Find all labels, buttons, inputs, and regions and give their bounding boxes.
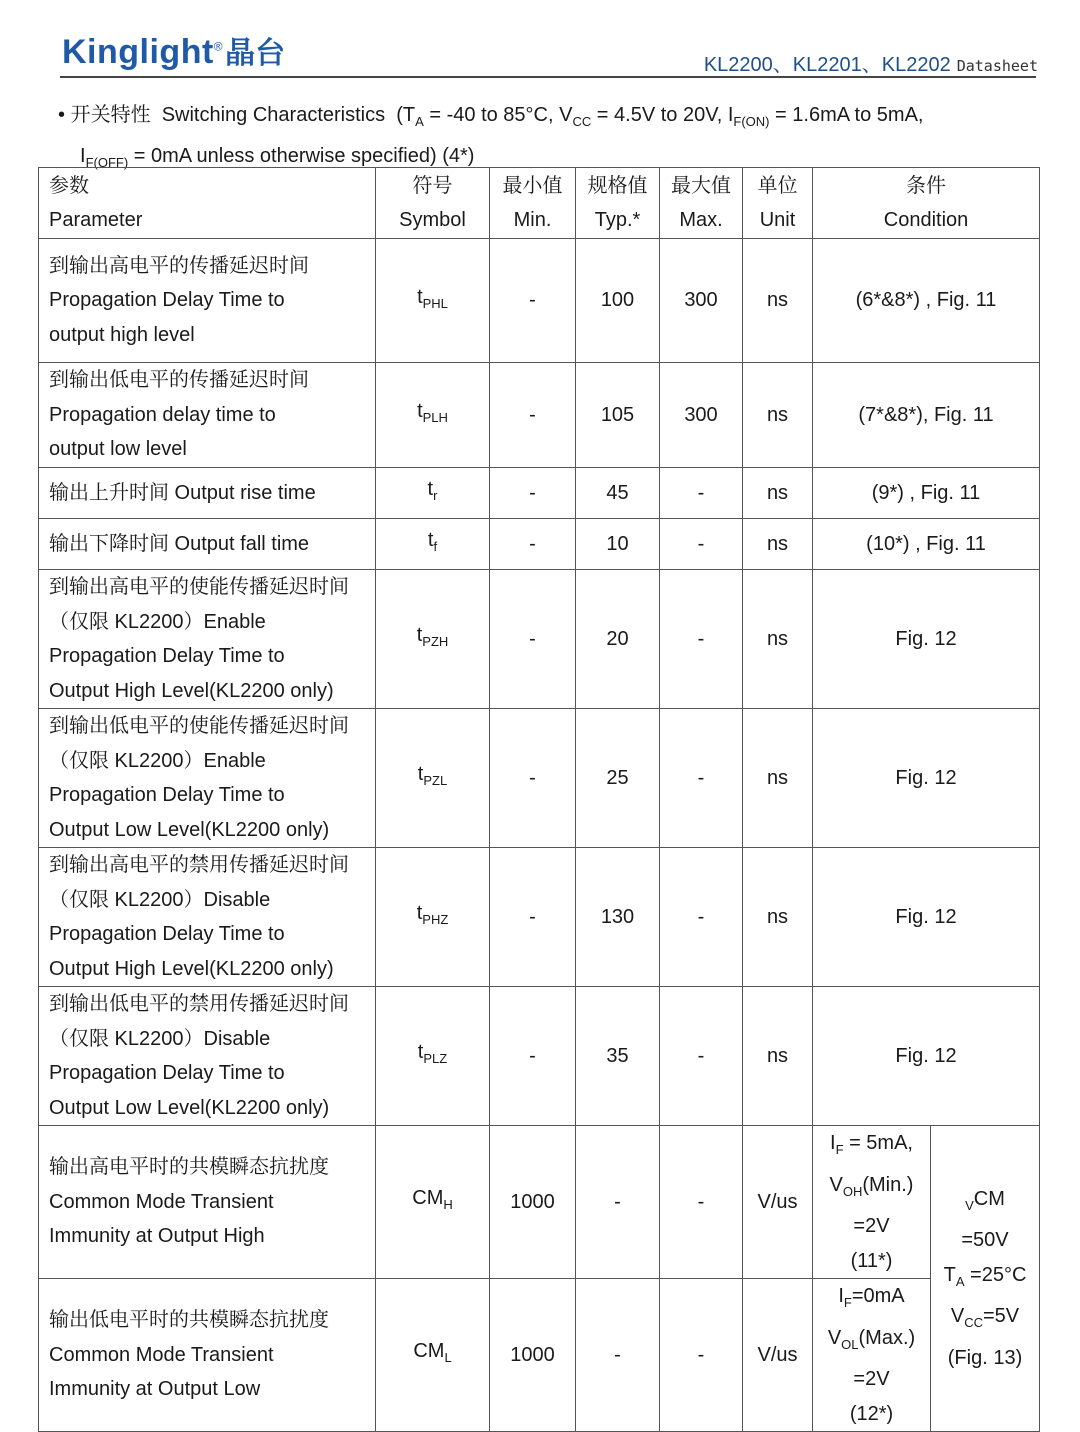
typ-cell: 25	[576, 709, 660, 848]
parameter-cell: 到输出低电平的禁用传播延迟时间 （仅限 KL2200）Disable Propagation Delay Time to Output Low Level(KL2200 only)	[39, 987, 376, 1126]
min-cell: 1000	[490, 1279, 576, 1432]
min-cell: 1000	[490, 1126, 576, 1279]
symbol-cell: $t_{PLH}$	[376, 363, 490, 468]
symbol-cell: $t_r$	[376, 468, 490, 519]
symbol-cell: $t_{PHZ}$	[376, 848, 490, 987]
parameter-cell: 输出下降时间 Output fall time	[39, 519, 376, 570]
min-cell: -	[490, 468, 576, 519]
condition-cell: Fig. 12	[813, 570, 1040, 709]
typ-cell: -	[576, 1126, 660, 1279]
condition-cell: $I_F = 5mA$, $V_{OH}(Min.)$ =2V (11*)	[813, 1126, 931, 1279]
brand-logo: Kinglight®晶台	[62, 33, 286, 71]
parameter-cell: 到输出高电平的禁用传播延迟时间 （仅限 KL2200）Disable Propagation Delay Time to Output High Level(KL2200 only)	[39, 848, 376, 987]
unit-cell: V/us	[743, 1126, 813, 1279]
table-row	[39, 1126, 1040, 1279]
min-cell: -	[490, 239, 576, 363]
min-cell: -	[490, 363, 576, 468]
symbol-cell: $CM_H$	[376, 1126, 490, 1279]
max-cell: -	[660, 1126, 743, 1279]
max-cell: -	[660, 987, 743, 1126]
max-cell: 300	[660, 239, 743, 363]
condition-cell: (7*&8*), Fig. 11	[813, 363, 1040, 468]
header-parameter: 参数 Parameter	[39, 168, 376, 239]
switching-characteristics-table	[38, 167, 1040, 1432]
typ-cell: -	[576, 1279, 660, 1432]
symbol-cell: $t_{PHL}$	[376, 239, 490, 363]
unit-cell: V/us	[743, 1279, 813, 1432]
unit-cell: ns	[743, 363, 813, 468]
unit-cell: ns	[743, 468, 813, 519]
header-unit: 单位 Unit	[743, 168, 813, 239]
max-cell: -	[660, 519, 743, 570]
typ-cell: 35	[576, 987, 660, 1126]
condition-cell: Fig. 12	[813, 987, 1040, 1126]
table-row	[39, 363, 1040, 468]
shared-condition-cell: $_V$CM =50V $T_A =25^\circ C$ $V_{CC}=5V$ (Fig. 13)	[931, 1126, 1040, 1432]
header-divider	[60, 76, 1036, 78]
header-max: 最大值 Max.	[660, 168, 743, 239]
max-cell: -	[660, 468, 743, 519]
header-typ: 规格值 Typ.*	[576, 168, 660, 239]
condition-cell: Fig. 12	[813, 709, 1040, 848]
parameter-cell: 输出低电平时的共模瞬态抗扰度 Common Mode Transient Immunity at Output Low	[39, 1279, 376, 1432]
header-condition: 条件 Condition	[813, 168, 1040, 239]
table-row	[39, 468, 1040, 519]
min-cell: -	[490, 570, 576, 709]
page-header	[62, 28, 1038, 76]
header-min: 最小值 Min.	[490, 168, 576, 239]
condition-cell: (9*) , Fig. 11	[813, 468, 1040, 519]
condition-cell: (6*&8*) , Fig. 11	[813, 239, 1040, 363]
max-cell: -	[660, 1279, 743, 1432]
header-symbol: 符号 Symbol	[376, 168, 490, 239]
condition-cell: $I_F=0mA$ $V_{OL}(Max.)$ =2V (12*)	[813, 1279, 931, 1432]
table-row	[39, 1279, 1040, 1432]
table-row	[39, 709, 1040, 848]
max-cell: 300	[660, 363, 743, 468]
parameter-cell: 到输出低电平的使能传播延迟时间 （仅限 KL2200）Enable Propagation Delay Time to Output Low Level(KL2200 only)	[39, 709, 376, 848]
symbol-cell: $t_{PZL}$	[376, 709, 490, 848]
parameter-cell: 到输出低电平的传播延迟时间 Propagation delay time to output low level	[39, 363, 376, 468]
table-row	[39, 519, 1040, 570]
min-cell: -	[490, 519, 576, 570]
symbol-cell: $CM_L$	[376, 1279, 490, 1432]
table-header-row	[39, 168, 1040, 239]
table-row	[39, 987, 1040, 1126]
symbol-cell: $t_f$	[376, 519, 490, 570]
typ-cell: 45	[576, 468, 660, 519]
typ-cell: 130	[576, 848, 660, 987]
typ-cell: 105	[576, 363, 660, 468]
max-cell: -	[660, 570, 743, 709]
document-id: KL2200、KL2201、KL2202 Datasheet	[703, 54, 1038, 76]
typ-cell: 20	[576, 570, 660, 709]
section-intro: • 开关特性 Switching Characteristics ($T_A = -40$ to 85°C, $V_{CC} = 4.5V$ to 20V, $I_{F(ON)} = 1.6mA$ to 5mA, $I_{F(OFF)} = 0mA$ unless otherwise specified) (4*)	[58, 104, 924, 170]
unit-cell: ns	[743, 570, 813, 709]
table-row	[39, 570, 1040, 709]
min-cell: -	[490, 848, 576, 987]
table-row	[39, 848, 1040, 987]
intro-line-1: ($T_A = -40$ to 85°C, $V_{CC} = 4.5V$ to 20V, $I_{F(ON)} = 1.6mA$ to 5mA,	[396, 104, 924, 129]
typ-cell: 10	[576, 519, 660, 570]
unit-cell: ns	[743, 239, 813, 363]
min-cell: -	[490, 987, 576, 1126]
symbol-cell: $t_{PZH}$	[376, 570, 490, 709]
parameter-cell: 输出上升时间 Output rise time	[39, 468, 376, 519]
parameter-cell: 到输出高电平的传播延迟时间 Propagation Delay Time to output high level	[39, 239, 376, 363]
max-cell: -	[660, 709, 743, 848]
condition-cell: (10*) , Fig. 11	[813, 519, 1040, 570]
parameter-cell: 输出高电平时的共模瞬态抗扰度 Common Mode Transient Immunity at Output High	[39, 1126, 376, 1279]
symbol-cell: $t_{PLZ}$	[376, 987, 490, 1126]
table-row	[39, 239, 1040, 363]
unit-cell: ns	[743, 848, 813, 987]
parameter-cell: 到输出高电平的使能传播延迟时间 （仅限 KL2200）Enable Propagation Delay Time to Output High Level(KL2200 only)	[39, 570, 376, 709]
unit-cell: ns	[743, 519, 813, 570]
min-cell: -	[490, 709, 576, 848]
unit-cell: ns	[743, 987, 813, 1126]
intro-line-2: $I_{F(OFF)} = 0mA$ unless otherwise specified) (4*)	[80, 145, 475, 170]
unit-cell: ns	[743, 709, 813, 848]
max-cell: -	[660, 848, 743, 987]
condition-cell: Fig. 12	[813, 848, 1040, 987]
typ-cell: 100	[576, 239, 660, 363]
